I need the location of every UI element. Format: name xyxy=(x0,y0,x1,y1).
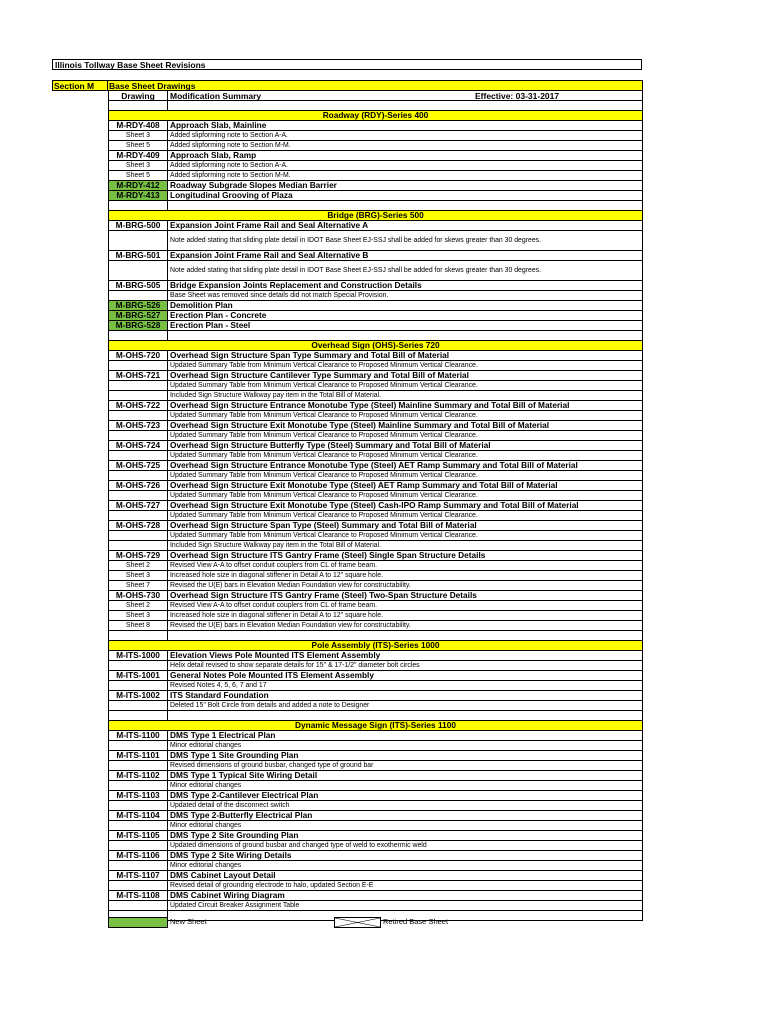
drawing-number: M-BRG-527 xyxy=(109,311,168,320)
table-row xyxy=(108,451,643,461)
table-row xyxy=(108,791,643,801)
table-row xyxy=(108,351,643,361)
drawing-title: Approach Slab, Ramp xyxy=(170,151,257,160)
drawing-cell xyxy=(109,901,168,910)
table-row xyxy=(108,441,643,451)
sheet-number: Sheet 8 xyxy=(109,621,168,630)
modification-note: Note added stating that sliding plate detail in IDOT Base Sheet EJ-SSJ shall be added for skews greater than 30 degrees. xyxy=(170,267,542,274)
table-row xyxy=(108,381,643,391)
modification-note: Updated Summary Table from Minimum Vertical Clearance to Proposed Minimum Vertical Clearance. xyxy=(170,492,478,499)
drawing-number: M-OHS-728 xyxy=(109,521,168,530)
modification-note: Included Sign Structure Walkway pay item in the Total Bill of Material. xyxy=(170,542,382,549)
drawing-number: M-OHS-720 xyxy=(109,351,168,360)
drawing-title: Overhead Sign Structure Exit Monotube Type (Steel) Cash-IPO Ramp Summary and Total Bill of Material xyxy=(170,501,579,510)
modification-note: Revised dimensions of ground busbar, changed type of ground bar xyxy=(170,762,374,769)
drawing-number: M-BRG-501 xyxy=(109,251,168,260)
drawing-title: Longitudinal Grooving of Plaza xyxy=(170,191,293,200)
effective-date: Effective: 03-31-2017 xyxy=(475,91,560,101)
drawing-cell xyxy=(109,711,168,720)
retired-cross-icon xyxy=(335,918,380,927)
table-row xyxy=(108,801,643,811)
table-row xyxy=(108,171,643,181)
table-row xyxy=(108,841,643,851)
drawing-cell xyxy=(109,291,168,300)
table-row xyxy=(108,461,643,471)
table-row xyxy=(108,281,643,291)
drawing-title: DMS Cabinet Wiring Diagram xyxy=(170,891,285,900)
drawing-cell xyxy=(109,801,168,810)
table-row xyxy=(108,561,643,571)
drawing-number: M-BRG-505 xyxy=(109,281,168,290)
drawing-title: Expansion Joint Frame Rail and Seal Alternative A xyxy=(170,221,369,230)
modification-note: Updated Circuit Breaker Assignment Table xyxy=(170,902,300,909)
table-row xyxy=(108,501,643,511)
modification-note: Revised View A-A to offset conduit couplers from CL of frame beam. xyxy=(170,602,378,609)
table-row xyxy=(108,591,643,601)
table-row xyxy=(108,221,643,231)
sheet-number: Sheet 3 xyxy=(109,161,168,170)
modification-note: Updated detail of the disconnect switch xyxy=(170,802,290,809)
drawing-title: Overhead Sign Structure Cantilever Type Summary and Total Bill of Material xyxy=(170,371,469,380)
drawing-title: Roadway Subgrade Slopes Median Barrier xyxy=(170,181,337,190)
modification-note: Revised the U(E) bars in Elevation Median Foundation view for constructability. xyxy=(170,582,411,589)
drawing-cell xyxy=(109,781,168,790)
table-row xyxy=(108,781,643,791)
modification-note: Revised detail of grounding electrode to halo, updated Section E-E xyxy=(170,882,374,889)
drawing-cell xyxy=(109,541,168,550)
drawing-title: Overhead Sign Structure ITS Gantry Frame (Steel) Single Span Structure Details xyxy=(170,551,486,560)
table-row xyxy=(108,121,643,131)
table-row xyxy=(108,751,643,761)
table-row xyxy=(108,601,643,611)
table-row xyxy=(108,261,643,281)
series-heading xyxy=(108,641,643,651)
series-heading-text: Pole Assembly (ITS)-Series 1000 xyxy=(311,640,440,650)
table-row xyxy=(108,181,643,191)
drawing-title: DMS Type 2 Site Wiring Details xyxy=(170,851,292,860)
drawing-title: Bridge Expansion Joints Replacement and Construction Details xyxy=(170,281,422,290)
drawing-cell xyxy=(109,821,168,830)
table-row xyxy=(108,571,643,581)
table-row xyxy=(108,491,643,501)
table-row xyxy=(108,521,643,531)
drawing-cell xyxy=(109,391,168,400)
drawing-cell xyxy=(109,431,168,440)
table-row xyxy=(108,411,643,421)
col-drawing: Drawing xyxy=(109,91,168,100)
drawing-number: M-RDY-408 xyxy=(109,121,168,130)
drawing-cell xyxy=(109,361,168,370)
modification-note: Updated Summary Table from Minimum Vertical Clearance to Proposed Minimum Vertical Clearance. xyxy=(170,362,478,369)
drawing-number: M-ITS-1106 xyxy=(109,851,168,860)
table-row xyxy=(108,471,643,481)
series-heading xyxy=(108,721,643,731)
table-row xyxy=(108,661,643,671)
table-row xyxy=(108,431,643,441)
drawing-cell xyxy=(109,701,168,710)
modification-note: Helix detail revised to show separate details for 15" & 17-1/2" diameter bolt circles xyxy=(170,662,420,669)
drawing-title: Erection Plan - Steel xyxy=(170,321,251,330)
modification-note: Updated Summary Table from Minimum Vertical Clearance to Proposed Minimum Vertical Clearance. xyxy=(170,382,478,389)
drawing-number: M-BRG-526 xyxy=(109,301,168,310)
drawing-cell xyxy=(109,491,168,500)
drawing-title: DMS Cabinet Layout Detail xyxy=(170,871,276,880)
drawing-cell xyxy=(109,681,168,690)
modification-note: Note added stating that sliding plate detail in IDOT Base Sheet EJ-SSJ shall be added for skews greater than 30 degrees. xyxy=(170,237,542,244)
table-row xyxy=(108,191,643,201)
legend-retired-label: Retired Base Sheet xyxy=(383,917,449,926)
drawing-title: Overhead Sign Structure Exit Monotube Type (Steel) AET Ramp Summary and Total Bill of Material xyxy=(170,481,558,490)
drawing-title: ITS Standard Foundation xyxy=(170,691,269,700)
drawing-title: DMS Type 1 Electrical Plan xyxy=(170,731,276,740)
legend-new-swatch xyxy=(108,917,168,928)
drawing-cell xyxy=(109,471,168,480)
drawing-cell xyxy=(109,741,168,750)
table-row xyxy=(108,311,643,321)
table-row xyxy=(108,291,643,301)
table-row xyxy=(108,131,643,141)
table-row xyxy=(108,821,643,831)
table-row xyxy=(108,371,643,381)
drawing-cell xyxy=(109,261,168,280)
drawing-cell xyxy=(109,331,168,340)
drawing-number: M-OHS-722 xyxy=(109,401,168,410)
drawing-title: General Notes Pole Mounted ITS Element Assembly xyxy=(170,671,374,680)
drawing-title: Overhead Sign Structure Entrance Monotube Type (Steel) AET Ramp Summary and Total Bill of Material xyxy=(170,461,578,470)
drawing-title: DMS Type 1 Typical Site Wiring Detail xyxy=(170,771,318,780)
drawing-title: Demolition Plan xyxy=(170,301,233,310)
drawing-number: M-OHS-723 xyxy=(109,421,168,430)
drawing-title: DMS Type 2-Cantilever Electrical Plan xyxy=(170,791,319,800)
drawing-cell xyxy=(109,861,168,870)
table-row xyxy=(108,731,643,741)
sheet-number: Sheet 2 xyxy=(109,561,168,570)
drawing-cell xyxy=(109,381,168,390)
table-row xyxy=(108,531,643,541)
section-title: Base Sheet Drawings xyxy=(108,80,643,91)
series-heading-text: Overhead Sign (OHS)-Series 720 xyxy=(311,340,440,350)
modification-note: Updated Summary Table from Minimum Vertical Clearance to Proposed Minimum Vertical Clearance. xyxy=(170,432,478,439)
sheet-number: Sheet 3 xyxy=(109,611,168,620)
drawing-cell xyxy=(109,531,168,540)
modification-note: Revised the U(E) bars in Elevation Median Foundation view for constructability. xyxy=(170,622,411,629)
table-row xyxy=(108,861,643,871)
drawing-number: M-ITS-1001 xyxy=(109,671,168,680)
drawing-number: M-ITS-1108 xyxy=(109,891,168,900)
drawing-title: Overhead Sign Structure Butterfly Type (Steel) Summary and Total Bill of Material xyxy=(170,441,491,450)
drawing-number: M-OHS-721 xyxy=(109,371,168,380)
table-row xyxy=(108,891,643,901)
table-row xyxy=(108,511,643,521)
modification-note: Updated Summary Table from Minimum Vertical Clearance to Proposed Minimum Vertical Clearance. xyxy=(170,452,478,459)
modification-note: Included Sign Structure Walkway pay item in the Total Bill of Material. xyxy=(170,392,382,399)
drawing-title: DMS Type 2 Site Grounding Plan xyxy=(170,831,299,840)
modification-note: Added slipforming note to Section M-M. xyxy=(170,142,291,149)
table-row xyxy=(108,701,643,711)
table-row xyxy=(108,651,643,661)
modification-note: Updated Summary Table from Minimum Vertical Clearance to Proposed Minimum Vertical Clearance. xyxy=(170,512,478,519)
modification-note: Updated dimensions of ground busbar and changed type of weld to exothermic weld xyxy=(170,842,427,849)
drawing-number: M-RDY-409 xyxy=(109,151,168,160)
modification-note: Added slipforming note to Section A-A. xyxy=(170,132,288,139)
series-heading-text: Roadway (RDY)-Series 400 xyxy=(322,110,429,120)
table-row xyxy=(108,851,643,861)
table-row xyxy=(108,761,643,771)
col-summary: Modification Summary xyxy=(170,91,262,101)
drawing-title: Overhead Sign Structure Exit Monotube Type (Steel) Mainline Summary and Total Bill of Material xyxy=(170,421,550,430)
drawing-number: M-OHS-729 xyxy=(109,551,168,560)
table-row xyxy=(108,831,643,841)
series-heading xyxy=(108,341,643,351)
series-heading xyxy=(108,111,643,121)
drawing-number: M-ITS-1105 xyxy=(109,831,168,840)
sheet-number: Sheet 3 xyxy=(109,131,168,140)
table-row xyxy=(108,481,643,491)
drawing-number: M-RDY-412 xyxy=(109,181,168,190)
table-row xyxy=(108,691,643,701)
table-row xyxy=(108,251,643,261)
drawing-cell xyxy=(109,661,168,670)
table-row xyxy=(108,871,643,881)
table-row xyxy=(108,901,643,911)
drawing-number: M-ITS-1103 xyxy=(109,791,168,800)
modification-note: Minor editorial changes xyxy=(170,782,242,789)
legend-new-label: New Sheet xyxy=(170,917,207,926)
table-row xyxy=(108,811,643,821)
modification-note: Minor editorial changes xyxy=(170,742,242,749)
drawing-title: Elevation Views Pole Mounted ITS Element Assembly xyxy=(170,651,381,660)
drawing-cell xyxy=(109,101,168,110)
modification-note: Updated Summary Table from Minimum Vertical Clearance to Proposed Minimum Vertical Clearance. xyxy=(170,412,478,419)
drawing-title: Expansion Joint Frame Rail and Seal Alternative B xyxy=(170,251,369,260)
drawing-number: M-OHS-724 xyxy=(109,441,168,450)
modification-note: Minor editorial changes xyxy=(170,822,242,829)
drawing-cell xyxy=(109,201,168,210)
table-row xyxy=(108,541,643,551)
table-row xyxy=(108,671,643,681)
table-row xyxy=(108,681,643,691)
table-row xyxy=(108,611,643,621)
legend-retired-swatch xyxy=(334,917,381,928)
drawing-number: M-ITS-1104 xyxy=(109,811,168,820)
modification-note: Updated Summary Table from Minimum Vertical Clearance to Proposed Minimum Vertical Clearance. xyxy=(170,532,478,539)
drawing-title: Overhead Sign Structure ITS Gantry Frame (Steel) Two-Span Structure Details xyxy=(170,591,477,600)
drawing-title: DMS Type 1 Site Grounding Plan xyxy=(170,751,299,760)
drawing-cell xyxy=(109,841,168,850)
table-row xyxy=(108,391,643,401)
drawing-title: Overhead Sign Structure Entrance Monotube Type (Steel) Mainline Summary and Total Bill of Material xyxy=(170,401,570,410)
table-row xyxy=(108,321,643,331)
modification-note: Base Sheet was removed since details did not match Special Provision. xyxy=(170,292,389,299)
drawing-cell xyxy=(109,451,168,460)
drawing-number: M-ITS-1000 xyxy=(109,651,168,660)
sheet-number: Sheet 2 xyxy=(109,601,168,610)
modification-note: Minor editorial changes xyxy=(170,862,242,869)
drawing-title: Erection Plan - Concrete xyxy=(170,311,267,320)
drawing-cell xyxy=(109,881,168,890)
modification-note: Increased hole size in diagonal stiffener in Detail A to 12" square hole. xyxy=(170,572,384,579)
drawing-number: M-RDY-413 xyxy=(109,191,168,200)
drawing-number: M-ITS-1100 xyxy=(109,731,168,740)
table-row xyxy=(108,141,643,151)
section-label: Section M xyxy=(52,80,108,91)
sheet-number: Sheet 5 xyxy=(109,171,168,180)
series-heading xyxy=(108,211,643,221)
drawing-title: Overhead Sign Structure Span Type Summary and Total Bill of Material xyxy=(170,351,450,360)
table-row xyxy=(108,581,643,591)
series-heading-text: Bridge (BRG)-Series 500 xyxy=(327,210,424,220)
drawing-number: M-ITS-1101 xyxy=(109,751,168,760)
drawing-title: Approach Slab, Mainline xyxy=(170,121,267,130)
drawing-number: M-OHS-727 xyxy=(109,501,168,510)
modification-note: Deleted 15" Bolt Circle from details and added a note to Designer xyxy=(170,702,370,709)
column-header-row xyxy=(108,91,643,101)
table-row xyxy=(108,151,643,161)
table-row xyxy=(108,771,643,781)
drawing-cell xyxy=(109,631,168,640)
table-row xyxy=(108,421,643,431)
drawing-number: M-ITS-1102 xyxy=(109,771,168,780)
modification-note: Added slipforming note to Section A-A. xyxy=(170,162,288,169)
table-row xyxy=(108,301,643,311)
table-row xyxy=(108,401,643,411)
modification-note: Added slipforming note to Section M-M. xyxy=(170,172,291,179)
table-row xyxy=(108,231,643,251)
modification-note: Increased hole size in diagonal stiffener in Detail A to 12" square hole. xyxy=(170,612,384,619)
drawing-number: M-ITS-1107 xyxy=(109,871,168,880)
table-row xyxy=(108,551,643,561)
sheet-number: Sheet 5 xyxy=(109,141,168,150)
table-row xyxy=(108,741,643,751)
series-heading-text: Dynamic Message Sign (ITS)-Series 1100 xyxy=(295,720,456,730)
drawing-number: M-OHS-730 xyxy=(109,591,168,600)
table-row xyxy=(108,621,643,631)
modification-note: Revised View A-A to offset conduit couplers from CL of frame beam. xyxy=(170,562,378,569)
drawing-number: M-BRG-528 xyxy=(109,321,168,330)
drawing-cell xyxy=(109,231,168,250)
drawing-number: M-OHS-726 xyxy=(109,481,168,490)
sheet-number: Sheet 3 xyxy=(109,571,168,580)
table-row xyxy=(108,881,643,891)
table-row xyxy=(108,161,643,171)
sheet-number: Sheet 7 xyxy=(109,581,168,590)
drawing-title: DMS Type 2-Butterfly Electrical Plan xyxy=(170,811,313,820)
drawing-number: M-BRG-500 xyxy=(109,221,168,230)
document-title: Illinois Tollway Base Sheet Revisions xyxy=(52,59,642,70)
drawing-cell xyxy=(109,511,168,520)
drawing-cell xyxy=(109,411,168,420)
table-row xyxy=(108,361,643,371)
modification-note: Revised Notes 4, 5, 6, 7 and 17 xyxy=(170,682,267,689)
drawing-title: Overhead Sign Structure Span Type (Steel) Summary and Total Bill of Material xyxy=(170,521,477,530)
drawing-cell xyxy=(109,761,168,770)
modification-note: Updated Summary Table from Minimum Vertical Clearance to Proposed Minimum Vertical Clearance. xyxy=(170,472,478,479)
drawing-number: M-ITS-1002 xyxy=(109,691,168,700)
drawing-number: M-OHS-725 xyxy=(109,461,168,470)
